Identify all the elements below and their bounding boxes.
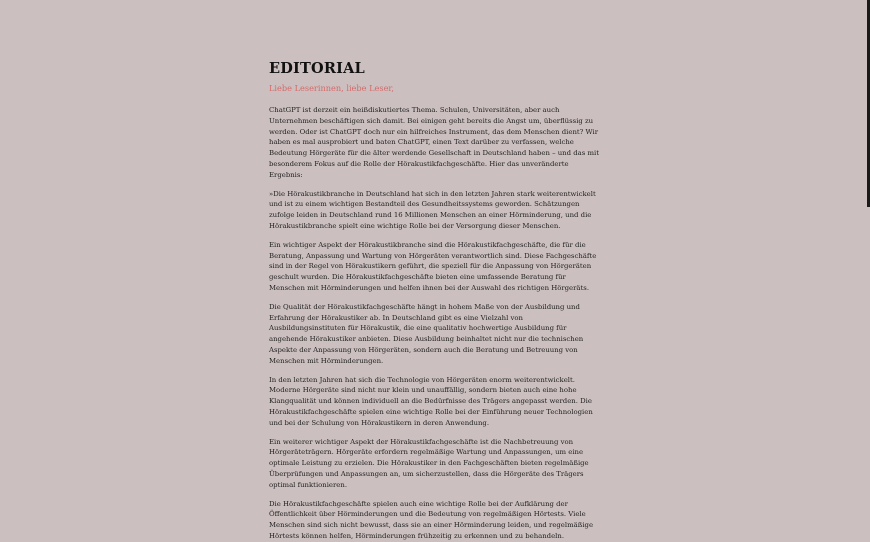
paragraph: ChatGPT ist derzeit ein heißdiskutiertes Thema. Schulen, Universitäten, aber auch Unternehmen beschäftigen sich damit. Bei einigen geht bereits die Angst um, überflüssig zu werden. Oder ist ChatGPT doch nur ein hilfreiches Instrument, das dem Menschen dient? Wir haben es mal ausprobiert und baten ChatGPT, einen Text darüber zu verfassen, welche Bedeutung Hörgeräte für die älter werdende Gesellschaft in Deutschland haben – und das mit besonderem Fokus auf die Rolle der Hörakustikfachgeschäfte. Hier das unveränderte Ergebnis:	[269, 106, 599, 179]
paragraph: In den letzten Jahren hat sich die Technologie von Hörgeräten enorm weiterentwickelt. Moderne Hörgeräte sind nicht nur klein und unauffällig, sondern bieten auch eine hohe Klangqualität und können individuell an die Bedürfnisse des Trägers angepasst werden. Die Hörakustikfachgeschäfte spielen eine wichtige Rolle bei der Einführung neuer Technologien und bei der Schulung von Hörakustikern in deren Anwendung.	[269, 375, 593, 427]
paragraph: Die Hörakustikfachgeschäfte spielen auch eine wichtige Rolle bei der Aufklärung der Öffentlichkeit über Hörminderungen und die Bedeutung von regelmäßigen Hörtests. Viele Menschen sind sich nicht bewusst, dass sie an einer Hörminderung leiden, und regelmäßige Hörtests können helfen, Hörminderungen frühzeitig zu erkennen und zu behandeln.	[269, 499, 594, 540]
article-body	[269, 105, 600, 542]
paragraph: Die Qualität der Hörakustikfachgeschäfte hängt in hohem Maße von der Ausbildung und Erfahrung der Hörakustiker ab. In Deutschland gibt es eine Vielzahl von Ausbildungsinstituten für Hörakustik, die eine qualitativ hochwertige Ausbildung für angehende Hörakustiker anbieten. Diese Ausbildung beinhaltet nicht nur die technischen Aspekte der Anpassung von Hörgeräten, sondern auch die Beratung und Betreuung von Menschen mit Hörminderungen.	[269, 302, 584, 365]
paragraph: Ein weiterer wichtiger Aspekt der Hörakustikfachgeschäfte ist die Nachbetreuung von Hörgeräteträgern. Hörgeräte erfordern regelmäßige Wartung und Anpassungen, um eine optimale Leistung zu erzielen. Die Hörakustiker in den Fachgeschäften bieten regelmäßige Überprüfungen und Anpassungen an, um sicherzustellen, dass die Hörgeräte des Trägers optimal funktionieren.	[269, 437, 589, 489]
greeting: Liebe Leserinnen, liebe Leser,	[269, 83, 395, 93]
paragraph: Ein wichtiger Aspekt der Hörakustikbranche sind die Hörakustikfachgeschäfte, die für die Beratung, Anpassung und Wartung von Hörgeräten verantwortlich sind. Diese Fachgeschäfte sind in der Regel von Hörakustikern geführt, die speziell für die Anpassung von Hörgeräten geschult wurden. Die Hörakustikfachgeschäfte bieten eine umfassende Beratung für Menschen mit Hörminderungen und helfen ihnen bei der Auswahl des richtigen Hörgeräts.	[269, 240, 597, 292]
page-title: EDITORIAL	[269, 60, 365, 77]
editorial-article	[269, 60, 600, 542]
paragraph: »Die Hörakustikbranche in Deutschland hat sich in den letzten Jahren stark weiterentwickelt und ist zu einem wichtigen Bestandteil des Gesundheitssystems geworden. Schätzungen zufolge leiden in Deutschland rund 16 Millionen Menschen an einer Hörminderung, und die Hörakustikbranche spielt eine wichtige Rolle bei der Versorgung dieser Menschen.	[269, 189, 596, 230]
